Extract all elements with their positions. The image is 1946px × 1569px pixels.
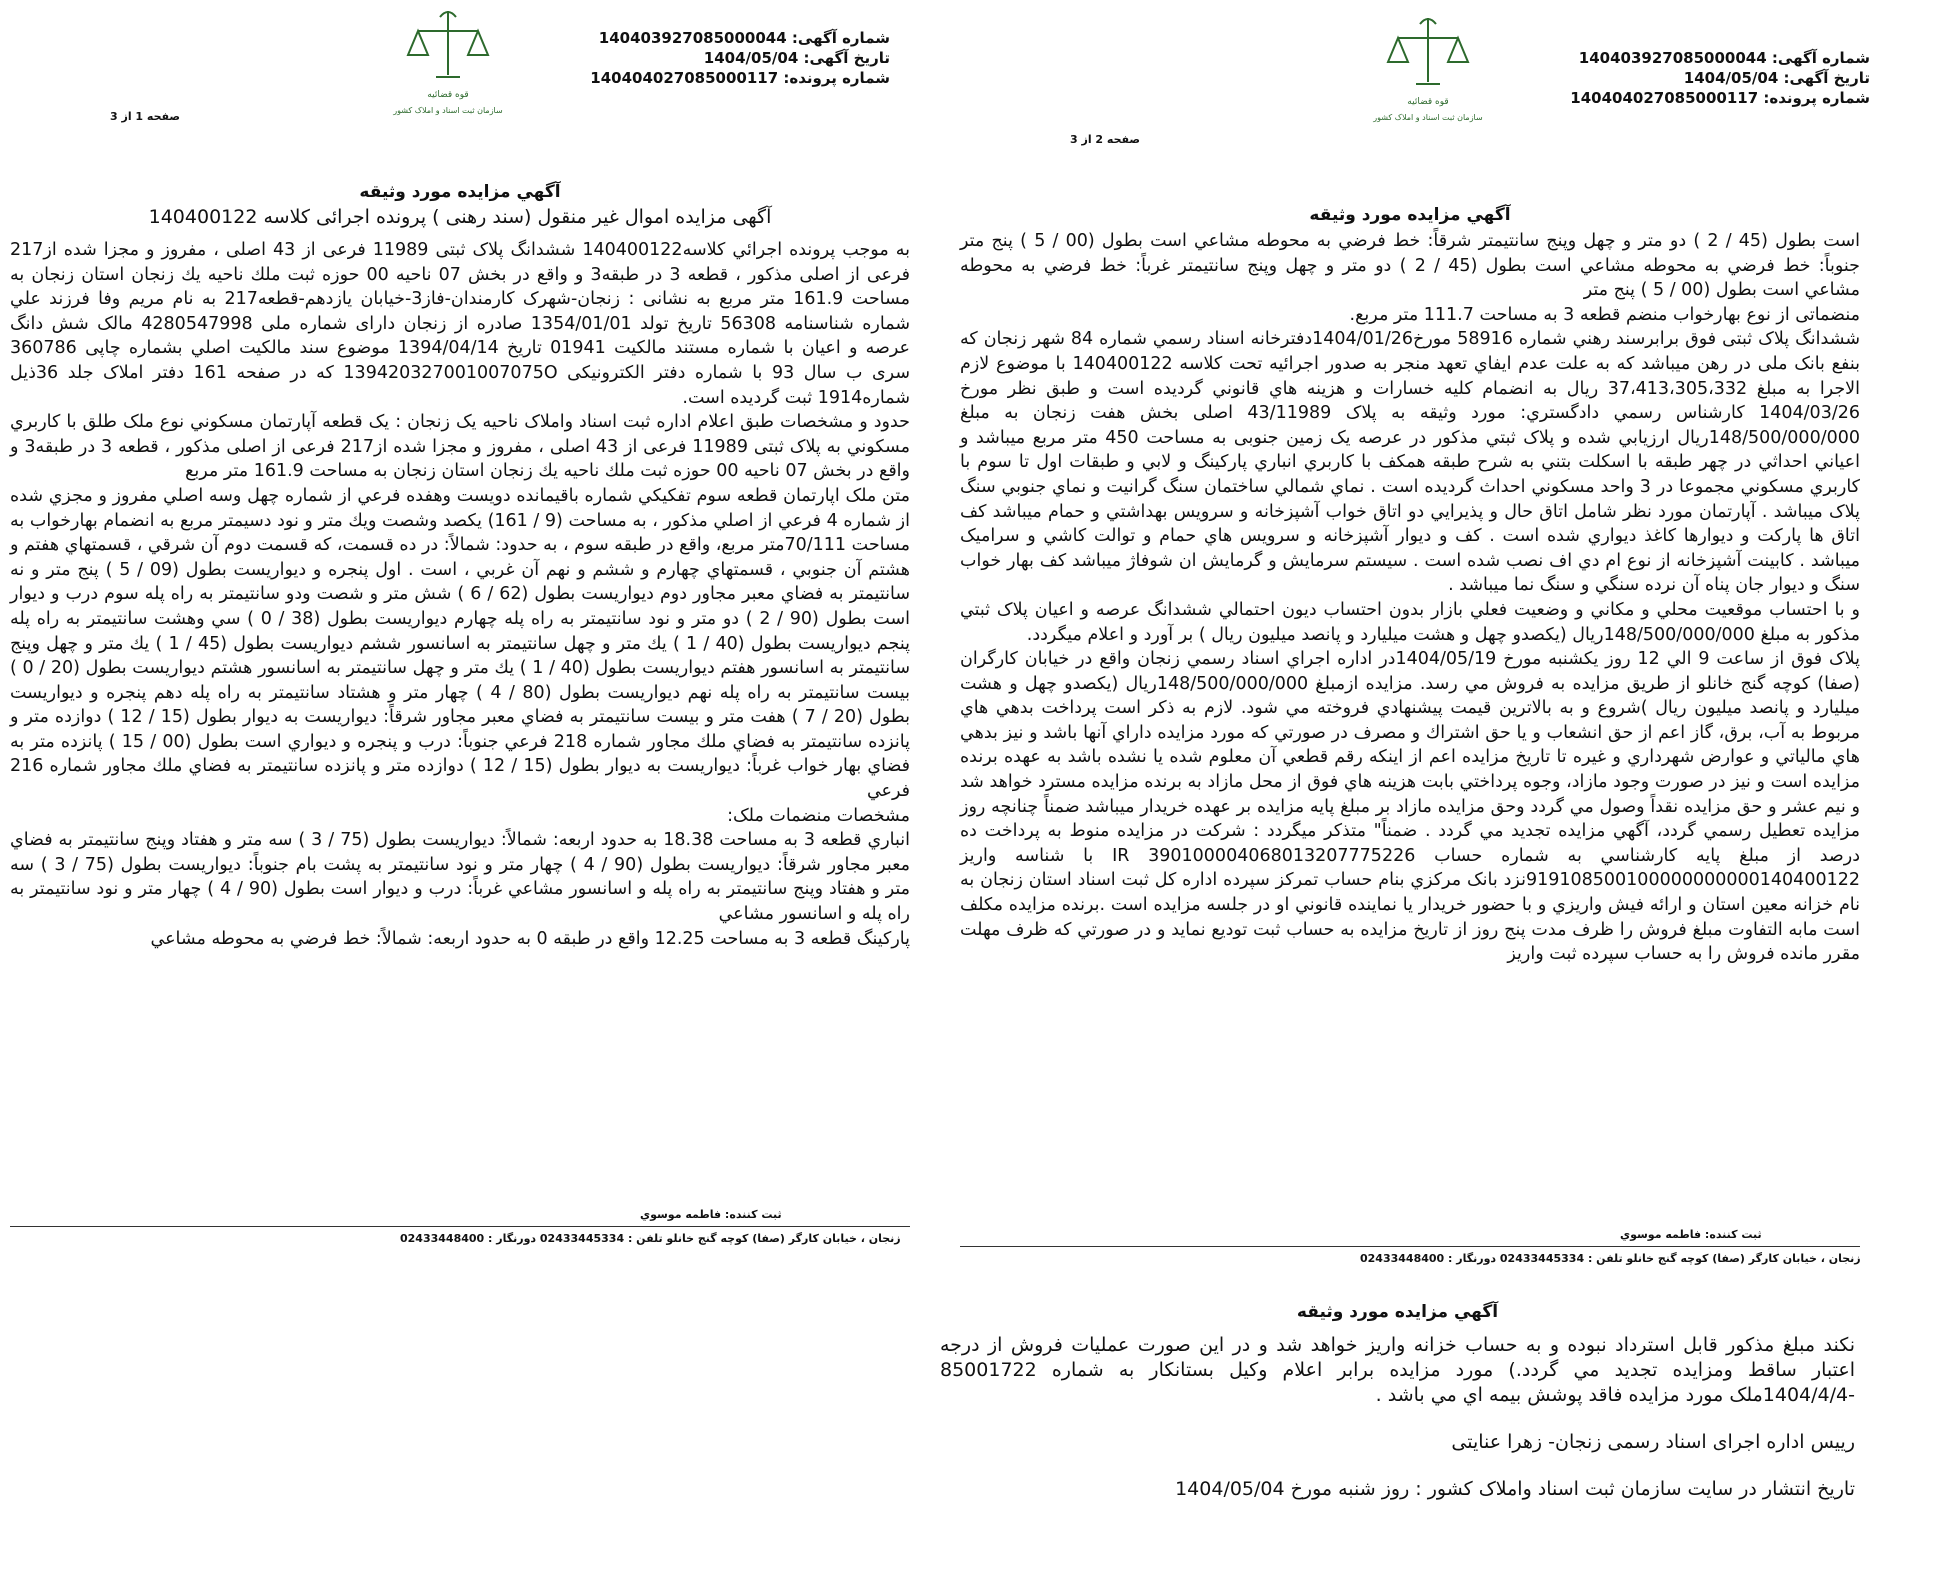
left-page-number: صفحه 1 از 3 [110,110,181,123]
left-notice-no: شماره آگهی: 140403927085000044 [598,29,890,47]
right-notice-date: تاریخ آگهی: 1404/05/04 [1683,69,1870,87]
right-paragraph: پلاک فوق از ساعت 9 الي 12 روز يكشنبه مورخ 1404/05/19در اداره اجراي اسناد رسمي زنجان واقع در خيابان كارگران (صفا) كوچه گنج خانلو از طريق مزايده به فروش مي رسد. مزايده ازمبلغ 148/500/000/000ريال (يكصدو چهل و هشت ميليارد و پانصد ميليون ريال )شروع و به بالاترين قيمت پيشنهادي فروخته مي شود. لازم به ذكر است پرداخت بدهي هاي مربوط به آب، برق، گاز اعم از حق انشعاب و يا حق اشتراك و مصرف در صورتي كه مورد مزايده داراي آنها باشد و نيز بدهي هاي مالياتي و عوارض شهرداري و غيره تا تاريخ مزايده اعم از اينكه رقم قطعي آن معلوم شده يا نشده باشد به عهده برنده مزايده است و نيز در صورت وجود مازاد، وجوه پرداختي بابت هزينه هاي فوق از محل مازاد به برنده مزايده مسترد خواهد شد و نيم عشر و حق مزايده نقداً وصول مي گردد وحق مزايده مازاد بر مبلغ پايه مزايده بر عهده خريدار ميباشد ضمناً چنانچه روز مزايده تعطيل رسمي گردد، آگهي مزايده تجديد مي گردد . ضمناً" متذكر ميگردد : شركت در مزايده منوط به پرداخت ده درصد از مبلغ پايه كارشناسي به شماره حساب IR 390100004068013207775226 با شناسه واريز 919108500100000000000140400122نزد بانک مركزي بنام حساب تمركز سپرده اداره كل ثبت اسناد استان زنجان به نام خزانه معين استان و ارائه فيش واريزي و با حضور خريدار يا نماينده قانوني او در جلسه مزايده است .برنده مزايده مكلف است مابه التفاوت مبلغ فروش را ظرف مدت پنج روز از تاريخ مزايده به حساب ثبت توديع نمايد و در صورتي كه ظرف مهلت مقرر مانده فروش را به حساب سپرده ثبت واريز [960,649,1860,965]
svg-text:قوه قضائیه: قوه قضائیه [1407,97,1449,107]
svg-text:سازمان ثبت اسناد و املاک کشور: سازمان ثبت اسناد و املاک کشور [1373,113,1483,122]
left-paragraph: متن ملک اپارتمان قطعه سوم تفكيكي شماره باقيمانده دويست وهفده فرعي از شماره چهل وسه اصلي مفروز و مجزي شده از شماره 4 فرعي از اصلي مذكور ، به مساحت (9 / 161) يكصد وشصت ويك متر و نود دسيمتر مربع به انضمام بهارخواب به مساحت 70/111متر مربع، واقع در طبقه سوم ، به حدود: شمالاً: در ده قسمت، كه قسمت دوم آن شرقي ، قسمتهاي هفتم و هشتم آن جنوبي ، قسمتهاي چهارم و ششم و نهم آن غربي ، است . اول پنجره و ديواريست بطول (09 / 5 ) پنج متر و نه سانتيمتر به فضاي معبر مجاور دوم ديواريست بطول (62 / 6 ) شش متر و شصت ودو سانتيمتر به راه پله سوم درب و ديوار است بطول (90 / 2 ) دو متر و نود سانتيمتر به راه پله چهارم ديواريست بطول (38 / 0 ) سي وهشت سانتيمتر به راه پله پنجم ديواريست بطول (40 / 1 ) يك متر و چهل سانتيمتر به اسانسور ششم ديواريست بطول (45 / 1 ) يك متر و چهل وپنج سانتيمتر به اسانسور هفتم ديواريست بطول (40 / 1 ) يك متر و چهل سانتيمتر به اسانسور هشتم ديواريست بطول (20 / 0 ) بيست سانتيمتر به راه پله نهم ديواريست بطول (80 / 4 ) چهار متر و هشتاد سانتيمتر به راه پله دهم پنجره و ديواريست بطول (20 / 7 ) هفت متر و بيست سانتيمتر به فضاي معبر مجاور شرقاً: ديواريست به ديوار بطول (15 / 12 ) دوازده متر و پانزده سانتيمتر به فضاي ملك مجاور شماره 218 فرعي جنوباً: درب و پنجره و ديواري است بطول (00 / 15 ) پانزده متر به فضاي بهار خواب غرباً: ديواريست به ديوار بطول (15 / 12 ) دوازده متر و پانزده سانتيمتر به فضاي ملك مجاور شماره 216 فرعي [10,485,910,802]
right-registrar: ثبت کننده: فاطمه موسوي [1620,1228,1762,1241]
left-footer-divider [10,1226,910,1227]
right-column [960,205,1860,967]
publish-date-line: تاریخ انتشار در سایت سازمان ثبت اسناد واملاک کشور : روز شنبه مورخ 1404/05/04 [1175,1478,1855,1500]
left-footer-address: زنجان ، خیابان کارگر (صفا) کوچه گنج خانلو تلفن : 02433445334 دورنگار : 02433448400 [400,1232,901,1245]
right-file-no: شماره پرونده: 140404027085000117 [1570,89,1870,107]
right-page-number: صفحه 2 از 3 [1070,133,1141,146]
svg-text:سازمان ثبت اسناد و املاک کشور: سازمان ثبت اسناد و املاک کشور [393,106,503,115]
left-column [10,182,910,951]
svg-text:قوه قضائیه: قوه قضائیه [427,90,469,100]
scales-of-justice-emblem-icon [388,5,508,125]
final-text: نكند مبلغ مذكور قابل استرداد نبوده و به حساب خزانه واريز خواهد شد و در اين صورت عمليات فروش از درجه اعتبار ساقط ومزايده تجديد مي گردد.) مورد مزايده برابر اعلام وكيل بستانكار به شماره 85001722 -1404/4/4ملک مورد مزايده فاقد پوشش بيمه اي مي باشد . [940,1334,1855,1406]
left-meta [560,28,890,88]
right-notice-no: شماره آگهی: 140403927085000044 [1578,49,1870,67]
final-title: آگهي مزايده مورد وثيقه [1296,1302,1499,1322]
right-paragraph: ششدانگ پلاک ثبتی فوق برابرسند رهني شماره 58916 مورخ1404/01/26دفترخانه اسناد رسمي شماره 84 شهر زنجان كه بنفع بانک ملی در رهن ميباشد كه به علت عدم ايفاي تعهد منجر به صدور اجرائيه تحت كلاسه 140400122 با موضوع لازم الاجرا به مبلغ 37،413،305،332 ريال به انضمام كليه خسارات و هزينه هاي قانوني گرديده است و طبق نظر مورخ 1404/03/26 كارشناس رسمي دادگستري: مورد وثيقه به پلاک 43/11989 اصلی بخش هفت زنجان به مبلغ 148/500/000/000ريال ارزيابي شده و پلاک ثبتي مذكور در عرصه يک زمين جنوبی به مساحت 450 متر مربع ميباشد و اعياني احداثي در چهر طبقه با اسكلت بتني به شرح طبقه همكف با كاربري انباري پاركينگ و لابي و طبقات اول تا سوم با كاربري مسكوني مجموعا در 3 واحد مسكوني احداث گرديده است . نماي شمالي ساختمان سنگ گرانيت و نماي جنوبي سنگ پلاک ميباشد . آپارتمان مورد نظر شامل اتاق حال و پذيرايي دو اتاق خواب آشپزخانه و سرويس بهداشتي و حمام ميباشد كف اتاق ها پاركت و ديوارها كاغذ ديواري شده است . كف و ديوار آشپزخانه و سرويس هاي حمام و توالت كاشي و سراميک ميباشد . كابينت آشپزخانه از نوع ام دي اف نصب شده است . سيستم سرمايش و گرمايش ان شوفاژ ميباشد كف بهار خواب سنگ و ديوار جان پناه آن نرده سنگي و سنگ نما ميباشد . [960,329,1861,596]
left-paragraph: حدود و مشخصات طبق اعلام اداره ثبت اسناد واملاک ناحیه یک زنجان : یک قطعه آپارتمان مسکوني نوع ملک طلق با كاربري مسكوني به پلاک ثبتی 11989 فرعی از 43 اصلی ، مفروز و مجزا شده از217 فرعی از اصلی مذکور ، قطعه 3 در طبقه3 و واقع در بخش 07 ناحیه 00 حوزه ثبت ملك ناحيه يك زنجان استان زنجان به مساحت 161.9 متر مربع [10,412,910,482]
left-title: آگهي مزايده مورد وثيقه [359,182,561,202]
right-footer-address: زنجان ، خیابان کارگر (صفا) کوچه گنج خانلو تلفن : 02433445334 دورنگار : 02433448400 [1360,1252,1861,1265]
left-subtitle: آگهی مزایده اموال غیر منقول (سند رهنی ) پرونده اجرائی کلاسه 140400122 [148,206,772,228]
left-paragraph: پاركينگ قطعه 3 به مساحت 12.25 واقع در طبقه 0 به حدود اربعه: شمالاً: خط فرضي به محوطه مشاعي [150,928,910,949]
right-body [960,229,1860,967]
right-footer-divider [960,1246,1860,1247]
left-notice-date: تاریخ آگهی: 1404/05/04 [703,49,890,67]
right-paragraph: و با احتساب موقعيت محلي و مكاني و وضعيت فعلي بازار بدون احتساب ديون احتمالي ششدانگ عرصه و اعيان پلاک ثبتي مذكور به مبلغ 148/500/000/000ريال (يكصدو چهل و هشت ميليارد و پانصد ميليون ريال ) بر آورد و اعلام ميگردد. [960,599,1860,645]
left-paragraph: به موجب پرونده اجرائي كلاسه140400122 ششدانگ پلاک ثبتی 11989 فرعی از 43 اصلی ، مفروز و مجزا شده از217 فرعی از اصلی مذکور ، قطعه 3 در طبقه3 و واقع در بخش 07 ناحیه 00 حوزه ثبت ملك ناحيه يك زنجان استان زنجان به مساحت 161.9 متر مربع به نشانی : زنجان-شهرک كارمندان-فاز3-خيابان يازدهم-قطعه217 به نام مریم وفا فرزند علي شماره شناسنامه 56308 تاریخ تولد 1354/01/01 صادره از زنجان دارای شماره ملی 4280547998 مالک شش دانگ عرصه و اعیان با شماره مستند مالكيت 01941 تاريخ 1394/04/14 موضوع سند مالكيت اصلي بشماره چاپی 360786 سری ب سال 93 با شماره دفتر الكترونيكى 139420327001007075O كه در صفحه 161 دفتر املاک جلد 36ذیل شماره1914 ثبت گردیده است. [10,240,911,408]
right-title: آگهي مزايده مورد وثيقه [1309,205,1511,225]
left-paragraph: انباري قطعه 3 به مساحت 18.38 به حدود اربعه: شمالاً: ديواريست بطول (75 / 3 ) سه متر و هفتاد وپنج سانتيمتر به فضاي معبر مجاور شرقاً: ديواريست بطول (90 / 4 ) چهار متر و نود سانتيمتر به پشت بام جنوباً: ديواريست بطول (75 / 3 ) سه متر و هفتاد وپنج سانتيمتر به راه پله و اسانسور مشاعي غرباً: درب و ديوار است بطول (90 / 4 ) چهار متر و نود سانتيمتر به راه پله و اسانسور مشاعي [10,830,911,925]
left-file-no: شماره پرونده: 140404027085000117 [590,69,890,87]
right-paragraph: است بطول (45 / 2 ) دو متر و چهل وپنج سانتيمتر شرقاً: خط فرضي به محوطه مشاعي است بطول (00 / 5 ) پنج متر جنوباً: خط فرضي به محوطه مشاعي است بطول (45 / 2 ) دو متر و چهل وپنج سانتيمتر غرباً: خط فرضي به محوطه مشاعي است بطول (00 / 5 ) پنج متر [960,231,1861,301]
final-section [940,1300,1855,1502]
left-body [10,238,910,951]
right-meta [1540,48,1870,108]
signature-line: رییس اداره اجرای اسناد رسمی زنجان- زهرا عنایتی [1451,1431,1855,1453]
right-paragraph: منضماتی از نوع بهارخواب منضم قطعه 3 به مساحت 111.7 متر مربع. [1349,304,1860,325]
scales-of-justice-emblem-icon [1368,12,1488,132]
left-registrar: ثبت کننده: فاطمه موسوي [640,1208,782,1221]
left-paragraph: مشخصات منضمات ملک: [727,805,910,826]
